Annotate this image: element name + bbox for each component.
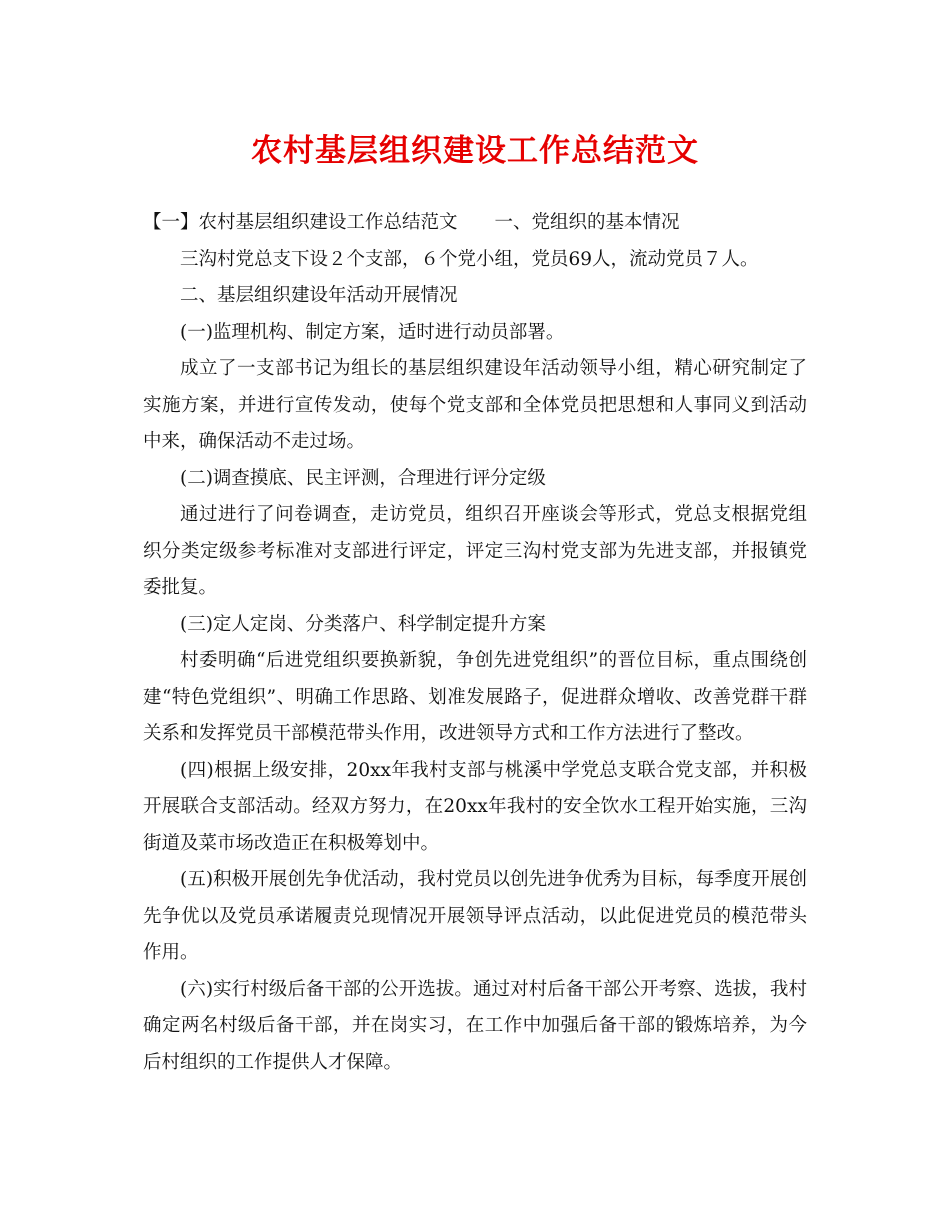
paragraph-5: 成立了一支部书记为组长的基层组织建设年活动领导小组，精心研究制定了实施方案，并进行宣传发动，使每个党支部和全体党员把思想和人事同义到活动中来，确保活动不走过场。	[143, 358, 807, 452]
paragraph-3: 二、基层组织建设年活动开展情况	[180, 285, 458, 306]
paragraph-4: (一)监理机构、制定方案，适时进行动员部署。	[180, 321, 565, 343]
paragraph-2: 三沟村党总支下设２个支部，６个党小组，党员69人，流动党员７人。	[180, 248, 759, 270]
paragraph-6: (二)调查摸底、民主评测，合理进行评分定级	[180, 467, 546, 489]
paragraph-8: (三)定人定岗、分类落户、科学制定提升方案	[180, 613, 546, 635]
document-body	[143, 205, 807, 1081]
document-title: 农村基层组织建设工作总结范文	[251, 133, 699, 169]
paragraph-11: (五)积极开展创先争优活动，我村党员以创先进争优秀为目标，每季度开展创先争优以及党员承诺履责兑现情况开展领导评点活动，以此促进党员的模范带头作用。	[143, 869, 807, 963]
paragraph-1: 【一】农村基层组织建设工作总结范文 一、党组织的基本情况	[143, 212, 680, 233]
paragraph-7: 通过进行了问卷调查，走访党员，组织召开座谈会等形式，党总支根据党组织分类定级参考标准对支部进行评定，评定三沟村党支部为先进支部，并报镇党委批复。	[143, 504, 807, 598]
paragraph-9: 村委明确“后进党组织要换新貌，争创先进党组织”的晋位目标，重点围绕创建“特色党组织”、明确工作思路、划准发展路子，促进群众增收、改善党群干群关系和发挥党员干部模范带头作用，改进领导方式和工作方法进行了整改。	[143, 650, 807, 744]
paragraph-12: (六)实行村级后备干部的公开选拔。通过对村后备干部公开考察、选拔，我村确定两名村级后备干部，并在岗实习，在工作中加强后备干部的锻炼培养，为今后村组织的工作提供人才保障。	[143, 978, 807, 1073]
paragraph-10: (四)根据上级安排，20xx年我村支部与桃溪中学党总支联合党支部，并积极开展联合支部活动。经双方努力，在20xx年我村的安全饮水工程开始实施，三沟街道及菜市场改造正在积极筹划中。	[143, 759, 807, 854]
